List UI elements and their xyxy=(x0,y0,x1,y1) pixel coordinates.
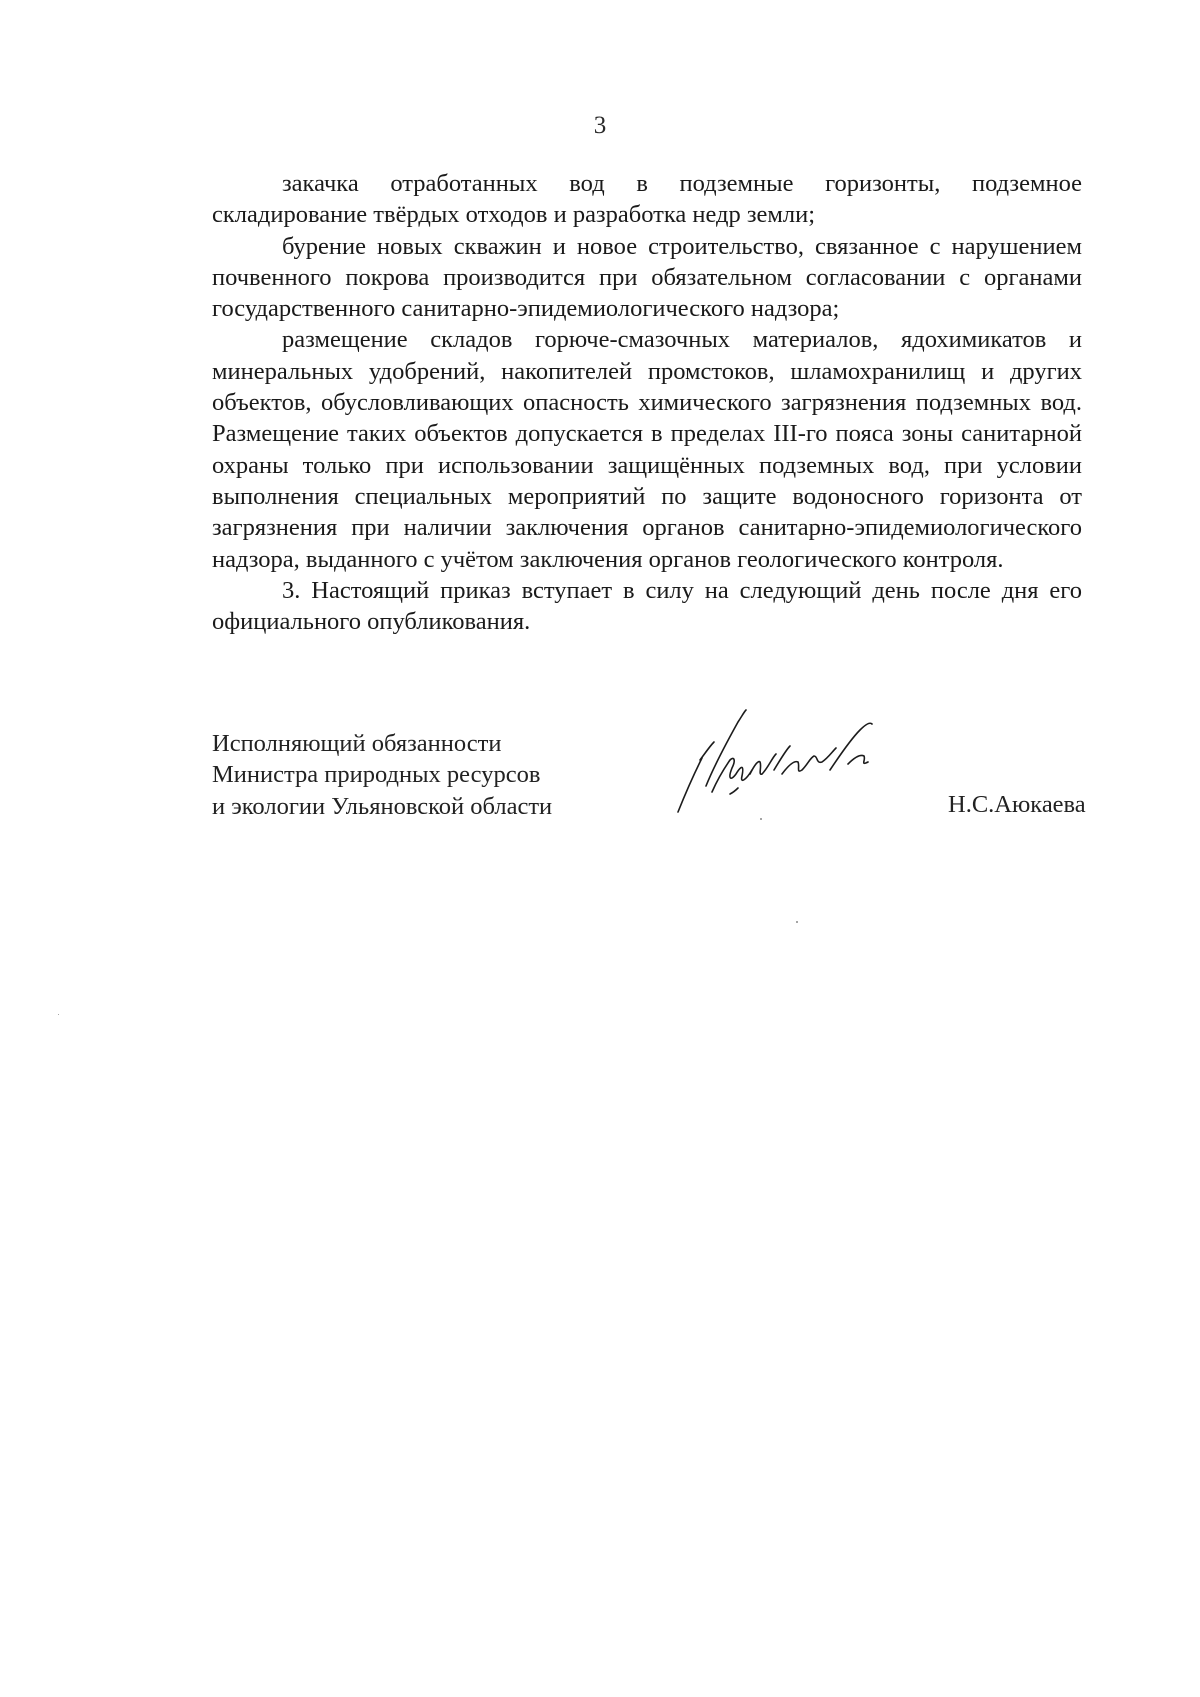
page-number: 3 xyxy=(593,112,607,139)
paragraph-groundwater-injection: закачка отработанных вод в подземные горизонты, подземное складирование твёрдых отходов и разработка недр земли; xyxy=(212,170,1082,229)
signatory-name: Н.С.Аюкаева xyxy=(948,791,1086,818)
document-body xyxy=(212,168,1082,637)
scan-speck xyxy=(796,921,798,923)
signatory-position-line: и экологии Ульяновской области xyxy=(212,792,553,820)
scan-speck xyxy=(58,1014,59,1015)
scan-speck xyxy=(760,818,762,820)
paragraph-warehouses: размещение складов горюче-смазочных материалов, ядохимикатов и минеральных удобрений, накопителей промстоков, шламохранилищ и других объектов, обусловливающих опасность химического загрязнения подземных вод. Размещение таких объектов допускается в пределах III-го пояса зоны санитарной охраны только при использовании защищённых подземных вод, при условии выполнения специальных мероприятий по защите водоносного горизонта от загрязнения при наличии заключения органов санитарно-эпидемиологического надзора, выданного с учётом заключения органов геологического контроля. xyxy=(212,326,1082,573)
handwritten-signature xyxy=(672,708,912,818)
paragraph-drilling: бурение новых скважин и новое строительство, связанное с нарушением почвенного покрова производится при обязательном согласовании с органами государственного санитарно-эпидемиологического надзора; xyxy=(212,232,1082,323)
signatory-position-line: Исполняющий обязанности xyxy=(212,730,502,757)
signatory-position xyxy=(212,728,632,822)
signatory-position-line: Министра природных ресурсов xyxy=(212,761,541,789)
paragraph-effective-date: 3. Настоящий приказ вступает в силу на следующий день после дня его официального опубликования. xyxy=(212,576,1082,636)
